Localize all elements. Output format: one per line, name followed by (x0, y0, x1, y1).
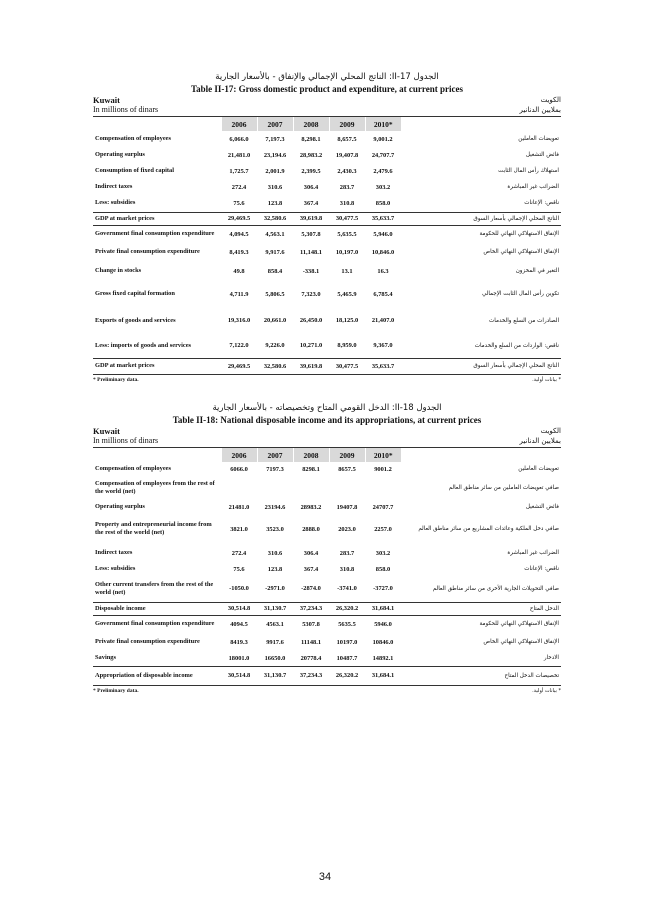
row-label: Consumption of fixed capital (95, 167, 175, 174)
row-label-arabic: الادخار (543, 655, 559, 662)
row-label-arabic: الإنفاق الاستهلاكي النهائي الخاص (483, 639, 559, 645)
cell-value: 306.4 (303, 183, 319, 191)
cell-value: 7,197.3 (265, 135, 285, 143)
cell-value: 39,619.8 (293, 212, 329, 225)
cell-value: 310.8 (339, 199, 355, 207)
row-label-arabic: الإنفاق الاستهلاكي النهائي للحكومة (401, 225, 561, 243)
cell-value: 30,477.5 (329, 212, 365, 225)
row-label-arabic: الإنفاق الاستهلاكي النهائي للحكومة (401, 615, 561, 633)
table-row (93, 476, 561, 500)
column-header: 2010* (365, 448, 401, 462)
cell-value: 367.4 (303, 565, 319, 573)
cell-value: 6,066.0 (229, 135, 249, 143)
table-row (93, 462, 561, 476)
row-label: Compensation of employees from the rest of the world (net) (95, 480, 215, 495)
row-label-arabic: فائض التشغيل (525, 504, 559, 510)
table-row (93, 261, 561, 281)
header-row (93, 117, 561, 131)
cell-value: 18001.0 (228, 654, 250, 662)
cell-value: 2,399.5 (301, 167, 321, 175)
row-label-arabic: تعويضات العاملين (518, 136, 559, 142)
cell-value: 5635.5 (329, 615, 365, 633)
cell-value: 6066.0 (230, 465, 248, 473)
column-header: 2010* (365, 117, 401, 131)
cell-value (221, 476, 257, 500)
cell-value: 310.8 (339, 565, 355, 573)
cell-value: 9917.6 (266, 638, 284, 646)
cell-value: 10487.7 (336, 654, 358, 662)
cell-value: -1050.0 (229, 585, 249, 593)
cell-value: 26,450.0 (299, 317, 323, 324)
footnote (93, 688, 561, 694)
table-row (93, 562, 561, 576)
column-header: 2007 (257, 448, 293, 462)
row-label: Private final consumption expenditure (95, 638, 200, 645)
cell-value: 1,725.7 (229, 167, 249, 175)
row-label-arabic: تكوين رأس المال الثابت الإجمالي (481, 291, 559, 297)
cell-value: 31,130.7 (257, 602, 293, 615)
cell-value: 35,633.7 (365, 212, 401, 225)
table-row (93, 358, 561, 374)
table-row (93, 179, 561, 195)
row-label-arabic: الضرائب غير المباشرة (507, 550, 559, 556)
table-row (93, 500, 561, 514)
cell-value: 272.4 (231, 549, 247, 557)
cell-value: 30,477.5 (329, 358, 365, 374)
row-label: Government final consumption expenditure (93, 225, 221, 243)
column-header: 2008 (293, 448, 329, 462)
row-label-arabic: فائض التشغيل (525, 152, 559, 158)
table-row (93, 651, 561, 666)
table-row (93, 225, 561, 243)
cell-value: 37,234.3 (293, 602, 329, 615)
cell-value: 2023.0 (338, 525, 356, 533)
cell-value: 9,001.2 (373, 135, 393, 143)
cell-value: 5,465.9 (337, 290, 357, 298)
table-row (93, 163, 561, 179)
unit-label: In millions of dinars (93, 436, 159, 445)
cell-value: 2,430.3 (337, 167, 357, 175)
cell-value: 21,407.0 (371, 317, 395, 324)
cell-value: 4,711.9 (229, 290, 249, 298)
row-label-arabic: استهلاك رأس المال الثابت (498, 168, 559, 174)
cell-value: 283.7 (339, 549, 355, 557)
cell-value: 858.0 (375, 565, 391, 573)
row-label: Change in stocks (95, 267, 142, 274)
cell-value: 37,234.3 (293, 666, 329, 685)
cell-value: 123.8 (267, 565, 283, 573)
cell-value: -2971.0 (265, 585, 285, 593)
cell-value: 24,707.7 (371, 151, 395, 159)
country-label: Kuwait (93, 426, 120, 436)
cell-value: 4563.1 (257, 615, 293, 633)
cell-value: 3821.0 (230, 525, 248, 533)
row-label: Other current transfers from the rest of the world (net) (95, 580, 214, 596)
table-row (93, 633, 561, 651)
cell-value: 32,580.6 (257, 212, 293, 225)
table-row (93, 243, 561, 261)
footnote-text-arabic: * بيانات أولية. (532, 376, 561, 383)
cell-value: 20778.4 (300, 654, 322, 662)
cell-value: 858.0 (375, 199, 391, 207)
row-label: Gross fixed capital formation (95, 290, 175, 297)
cell-value: 31,130.7 (257, 666, 293, 685)
cell-value: 4,094.5 (221, 225, 257, 243)
row-label: Compensation of employees (95, 465, 171, 472)
table-title-arabic: الجدول II-17: الناتج المحلي الإجمالي والإنفاق - بالأسعار الجارية (215, 72, 439, 82)
column-header: 2009 (329, 448, 365, 462)
data-table (93, 117, 561, 375)
table-row (93, 615, 561, 633)
cell-value: 13.1 (341, 267, 353, 275)
cell-value: 75.6 (233, 199, 245, 207)
row-label: Government final consumption expenditure (93, 615, 221, 633)
cell-value: 10,846.0 (371, 248, 395, 256)
cell-value: 8419.3 (230, 638, 248, 646)
table-row (93, 666, 561, 685)
cell-value: 2888.0 (302, 525, 320, 533)
cell-value: 39,619.8 (293, 358, 329, 374)
cell-value: 5946.0 (365, 615, 401, 633)
row-label: GDP at market prices (93, 358, 221, 374)
cell-value: 310.6 (267, 183, 283, 191)
cell-value: 367.4 (303, 199, 319, 207)
cell-value: -2874.0 (301, 585, 321, 593)
cell-value: 11,148.1 (299, 248, 322, 256)
column-header: 2006 (221, 448, 257, 462)
row-label: Disposable income (93, 602, 221, 615)
table-ii-18 (93, 403, 561, 694)
cell-value: 9001.2 (374, 465, 392, 473)
cell-value: 8298.1 (302, 465, 320, 473)
row-label-arabic: التغير في المخزون (515, 268, 559, 274)
cell-value: 28,983.2 (299, 151, 323, 159)
cell-value: 123.8 (267, 199, 283, 207)
footnote-text: * Preliminary data. (93, 687, 139, 694)
cell-value: 20,661.0 (263, 317, 287, 324)
table-title-arabic: الجدول II-18: الدخل القومي المتاح وتخصيصاته - بالأسعار الجارية (212, 403, 442, 413)
row-label-arabic: تخصيصات الدخل المتاح (401, 666, 561, 685)
unit-label: In millions of dinars (93, 105, 159, 114)
cell-value: 24707.7 (372, 503, 394, 511)
cell-value: 5,307.8 (293, 225, 329, 243)
cell-value: 29,469.5 (221, 358, 257, 374)
cell-value: 28983.2 (300, 503, 322, 511)
table-row (93, 334, 561, 358)
row-label-arabic: ناقص: الإعانات (524, 566, 559, 572)
cell-value: 7197.3 (266, 465, 284, 473)
row-label-arabic: الصادرات من السلع والخدمات (489, 317, 559, 324)
cell-value: 21,481.0 (227, 151, 251, 159)
row-label-arabic: الإنفاق الاستهلاكي النهائي الخاص (483, 249, 559, 255)
cell-value: 5,806.5 (265, 290, 285, 298)
cell-value: 26,320.2 (329, 602, 365, 615)
table-row (93, 544, 561, 562)
row-label: Exports of goods and services (95, 316, 176, 324)
cell-value: 23194.6 (264, 503, 286, 511)
cell-value: 303.2 (375, 183, 391, 191)
cell-value: 303.2 (375, 549, 391, 557)
table-row (93, 212, 561, 225)
row-label: GDP at market prices (93, 212, 221, 225)
cell-value: 14892.1 (372, 654, 394, 662)
row-label: Savings (95, 654, 116, 662)
cell-value: 18,125.0 (335, 317, 359, 324)
row-label-arabic: ناقص: الواردات من السلع والخدمات (474, 342, 559, 349)
row-label: Indirect taxes (95, 549, 133, 556)
row-label-arabic: الناتج المحلي الإجمالي بأسعار السوق (401, 358, 561, 374)
cell-value: 32,580.6 (257, 358, 293, 374)
column-header: 2006 (221, 117, 257, 131)
cell-value: 75.6 (233, 565, 245, 573)
cell-value (365, 476, 401, 500)
table-row (93, 147, 561, 163)
row-label-arabic: تعويضات العاملين (518, 466, 559, 472)
cell-value: -338.1 (302, 267, 320, 275)
table-row (93, 195, 561, 212)
country-label-arabic: الكويت (540, 427, 561, 435)
cell-value: 21481.0 (228, 503, 250, 511)
cell-value: 2,479.6 (373, 167, 393, 175)
row-label: Less: imports of goods and services (95, 341, 192, 349)
cell-value (329, 476, 365, 500)
cell-value: 30,514.8 (221, 666, 257, 685)
row-label: Property and entrepreneurial income from the rest of the world (net) (95, 521, 212, 536)
row-label: Private final consumption expenditure (95, 248, 200, 255)
column-header: 2007 (257, 117, 293, 131)
row-label: Compensation of employees (95, 135, 171, 142)
header-row (93, 448, 561, 462)
cell-value: 10197.0 (336, 638, 358, 646)
cell-value: 2257.0 (374, 525, 392, 533)
unit-label-arabic: بملايين الدنانير (519, 437, 561, 445)
cell-value (293, 476, 329, 500)
cell-value: 10,197.0 (335, 248, 359, 256)
cell-value: 5,635.5 (329, 225, 365, 243)
cell-value: 2,001.9 (265, 167, 285, 175)
footnote-text-arabic: * بيانات أولية. (532, 687, 561, 694)
cell-value: 5,946.0 (365, 225, 401, 243)
column-header: 2008 (293, 117, 329, 131)
row-label-arabic: صافي التحويلات الجارية الأخرى من سائر مناطق العالم (432, 585, 559, 592)
row-label-arabic: الدخل المتاح (401, 602, 561, 615)
cell-value: 283.7 (339, 183, 355, 191)
row-label: Operating surplus (95, 151, 145, 158)
row-label-arabic: الناتج المحلي الإجمالي بأسعار السوق (401, 212, 561, 225)
cell-value: 5307.8 (293, 615, 329, 633)
cell-value: 8,959.0 (337, 342, 357, 350)
cell-value: -3741.0 (337, 585, 357, 593)
cell-value: 11148.1 (300, 638, 322, 646)
footnote-text: * Preliminary data. (93, 376, 139, 383)
row-label-arabic: ناقص: الإعانات (524, 200, 559, 207)
row-label: Indirect taxes (95, 183, 133, 190)
cell-value: 7,323.0 (301, 290, 321, 298)
table-row (93, 131, 561, 147)
data-table (93, 448, 561, 686)
row-label: Less: subsidies (95, 565, 136, 572)
cell-value: 26,320.2 (329, 666, 365, 685)
row-label-arabic: صافي دخل الملكية وعائدات المشاريع من سائر مناطق العالم (418, 526, 559, 532)
cell-value: 6,785.4 (373, 290, 393, 298)
cell-value: 8657.5 (338, 465, 356, 473)
cell-value: 35,633.7 (365, 358, 401, 374)
cell-value: -3727.0 (373, 585, 393, 593)
table-row (93, 576, 561, 602)
page-number: 34 (318, 871, 332, 883)
cell-value: 23,194.6 (263, 151, 287, 159)
table-title: Table II-18: National disposable income and its appropriations, at current prices (172, 415, 482, 425)
column-header: 2009 (329, 117, 365, 131)
cell-value: 7,122.0 (229, 342, 249, 350)
cell-value: 19,407.8 (335, 151, 359, 159)
table-title: Table II-17: Gross domestic product and expenditure, at current prices (190, 84, 463, 94)
cell-value: 31,684.1 (365, 666, 401, 685)
cell-value: 30,514.8 (221, 602, 257, 615)
row-label-arabic: صافي تعويضات العاملين من سائر مناطق العالم (448, 485, 559, 491)
cell-value: 4094.5 (221, 615, 257, 633)
country-label: Kuwait (93, 95, 120, 105)
cell-value: 8,419.3 (229, 248, 249, 256)
table-row (93, 514, 561, 544)
cell-value: 858.4 (267, 267, 283, 275)
table-row (93, 307, 561, 334)
cell-value: 8,657.5 (337, 135, 357, 143)
cell-value: 272.4 (231, 183, 247, 191)
footnote (93, 377, 561, 383)
table-row (93, 281, 561, 307)
cell-value: 3523.0 (266, 525, 284, 533)
cell-value: 9,367.0 (373, 342, 393, 350)
unit-label-arabic: بملايين الدنانير (519, 106, 561, 114)
cell-value: 19,316.0 (227, 317, 251, 324)
cell-value: 9,226.0 (265, 342, 285, 350)
country-label-arabic: الكويت (540, 96, 561, 104)
cell-value: 19407.8 (336, 503, 358, 511)
cell-value: 29,469.5 (221, 212, 257, 225)
cell-value: 8,298.1 (301, 135, 321, 143)
cell-value: 16.3 (377, 267, 389, 275)
cell-value (257, 476, 293, 500)
cell-value: 31,684.1 (365, 602, 401, 615)
cell-value: 306.4 (303, 549, 319, 557)
cell-value: 16650.0 (264, 654, 286, 662)
row-label-arabic: الضرائب غير المباشرة (507, 184, 559, 190)
cell-value: 4,563.1 (257, 225, 293, 243)
row-label: Operating surplus (95, 503, 145, 510)
table-row (93, 602, 561, 615)
cell-value: 9,917.6 (265, 248, 285, 256)
table-ii-17 (93, 72, 561, 383)
row-label: Less: subsidies (95, 199, 136, 207)
cell-value: 49.8 (233, 267, 245, 275)
cell-value: 10,271.0 (299, 342, 323, 350)
row-label: Appropriation of disposable income (93, 666, 221, 685)
cell-value: 310.6 (267, 549, 283, 557)
cell-value: 10846.0 (372, 638, 394, 646)
